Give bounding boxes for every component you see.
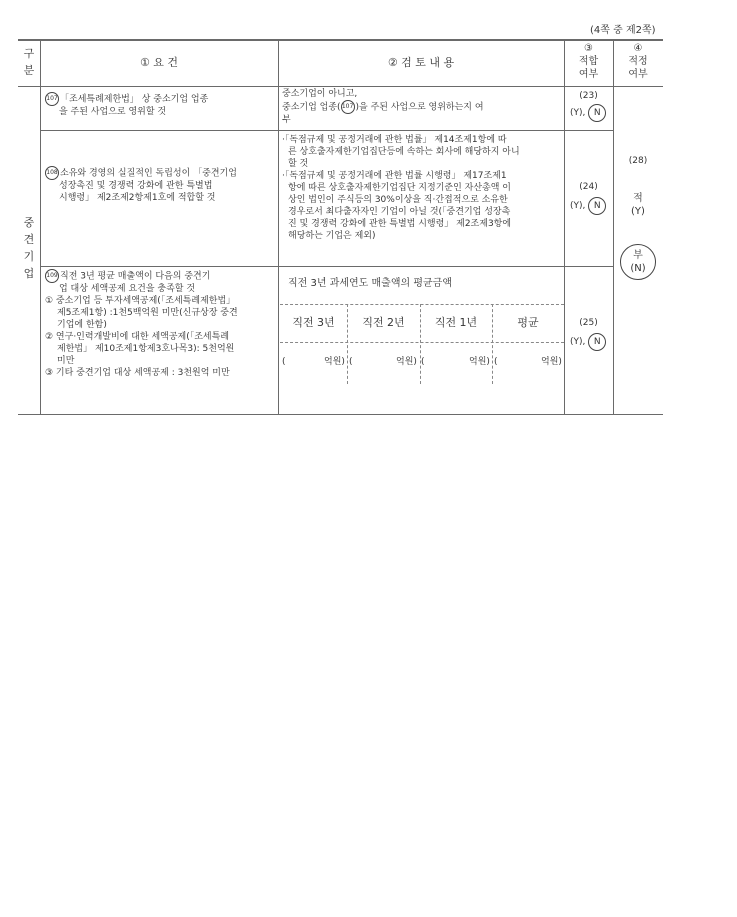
sales-table-top-line [280,304,564,305]
sales-header-1-year-ago: 직전 1년 [434,316,478,329]
header-requirement: ① 요 건 [139,56,179,69]
sales-cell-unit: 억원) [396,357,417,367]
sales-cell-open: ( [349,357,353,367]
final-check-number: (28) [628,156,648,166]
header-appropriateness: ④ 적정 여부 [628,43,648,80]
sales-table-mid-line [280,342,564,343]
row3-requirement: 109 직전 3년 평균 매출액이 다음의 중견기 업 대상 세액공제 요건을 충족할 것 ① 중소기업 등 투자세액공제(「조세특례제한법」 제5조제1항) :1천5백억원 미만(신규상장 중견 기업에 한함) ② 연구·인력개발비에 대한 세액공제(「조세특례 제한법」 제10조제1항제3호나목3): 5천억원 미만 ③ 기타 중견기업 대상 세액공제 : 3천원억 미만 [45,269,277,379]
item-number-badge: 109 [45,269,59,283]
row2-bottom-border [40,266,613,267]
header-category: 구 분 [23,47,35,77]
item-number-badge: 107 [45,92,59,106]
row2-check-number: (24) [579,182,598,192]
row1-review: 중소기업이 아니고, 중소기업 업종(107 )을 주된 사업으로 영위하는지 여 부 [282,89,484,125]
row3-check-number: (25) [579,318,598,328]
item-number-badge: 108 [45,166,59,180]
final-not-appropriate-circled: 부 (N) [620,244,656,280]
sales-header-3-years-ago: 직전 3년 [292,316,335,329]
n-circled-mark: N [588,197,606,215]
sales-header-2-years-ago: 직전 2년 [362,316,405,329]
row2-yn-selection: (Y), N [570,197,606,215]
col-divider-4 [613,39,614,415]
row2-review: ·「독점규제 및 공정거래에 관한 법률」 제14조제1항에 따 른 상호출자제한기업집단등에 속하는 회사에 해당하지 아니 할 것 ·「독점규제 및 공정거래에 관한 법률 시행령」 제17조제1 항에 따른 상호출자제한기업집단 지정기준인 자산총액 이 상인 법인이 주식등의 30%이상을 직·간접적으로 소유한 경우로서 최다출자자인 기업이 아닐 것(「중견기업 성장촉 진 및 경쟁력 강화에 관한 특별법 시행령」 제2조제3항에 해당하는 기업은 제외) [282,135,520,241]
row1-yn-selection: (Y), N [570,104,606,122]
section-label-midsize-company: 중 견 기 업 [23,216,35,280]
sales-header-average: 평균 [517,316,539,329]
n-circled-mark: N [588,104,606,122]
row3-review-title: 직전 3년 과세연도 매출액의 평균금액 [288,278,452,289]
row1-bottom-border [40,130,613,131]
row2-requirement: 108 소유와 경영의 실질적인 독립성이 「중견기업 성장촉진 및 경쟁력 강화에 관한 특별법 시행령」 제2조제2항제1호에 적합할 것 [45,166,277,204]
sales-cell-open: ( [494,357,498,367]
table-top-border [18,39,663,41]
table-bottom-border [18,414,663,415]
row1-requirement: 107 「조세특례제한법」 상 중소기업 업종 을 주된 사업으로 영위할 것 [45,92,275,118]
header-review-content: ② 검 토 내 용 [387,56,455,69]
sales-cell-unit: 억원) [541,357,562,367]
sales-cell-open: ( [282,357,286,367]
header-bottom-border [18,86,663,87]
row1-check-number: (23) [579,91,598,101]
sales-cell-unit: 억원) [469,357,490,367]
row3-yn-selection: (Y), N [570,333,606,351]
col-divider-1 [40,39,41,415]
n-circled-mark: N [588,333,606,351]
sales-cell-open: ( [421,357,425,367]
item-number-badge: 107 [341,100,355,114]
header-suitability: ③ 적합 여부 [578,43,599,80]
final-appropriate-mark: 적 (Y) [631,193,645,217]
page-number-label: (4쪽 중 제2쪽) [590,25,656,36]
col-divider-2 [278,39,279,415]
sales-cell-unit: 억원) [324,357,345,367]
